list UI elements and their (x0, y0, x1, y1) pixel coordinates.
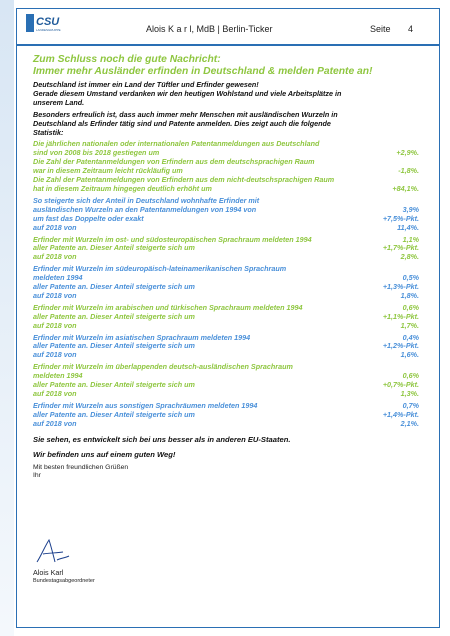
stat-value: 1,7%. (400, 320, 419, 330)
article-body (33, 54, 419, 481)
stat-text: Die Zahl der Patentanmeldungen von Erfindern aus dem deutschsprachigen Raum (33, 157, 315, 167)
logo-subtext: LANDESGRUPPE (36, 28, 61, 32)
stat-text: auf 2018 von (33, 320, 77, 330)
stat-value: 1,6%. (400, 350, 419, 360)
stat-block (33, 402, 419, 429)
left-decoration-bar (0, 0, 14, 636)
stat-text: aller Patente an. Dieser Anteil steigerte sich um (33, 341, 195, 351)
signature-name: Alois Karl (33, 568, 64, 577)
stat-text: sind von 2008 bis 2018 gestiegen um (33, 148, 160, 158)
stat-block (33, 197, 419, 233)
stat-text: aller Patente an. Dieser Anteil steigerte sich um (33, 282, 195, 292)
stat-block (33, 363, 419, 399)
stat-text: auf 2018 von (33, 350, 77, 360)
intro-line: Besonders erfreulich ist, dass auch immer mehr Menschen mit ausländischen Wurzeln in (33, 109, 338, 119)
stat-value: 3,9% (402, 204, 419, 214)
headline (33, 54, 419, 78)
stat-value: 1,1% (402, 234, 419, 244)
stat-text: So steigerte sich der Anteil in Deutschland wohnhafte Erfinder mit (33, 195, 260, 205)
stat-value: +1,1%-Pkt. (382, 311, 419, 321)
header-title: Alois K a r l, MdB | Berlin-Ticker (146, 24, 273, 34)
stat-text: auf 2018 von (33, 389, 77, 398)
closing-line: Wir befinden uns auf einem guten Weg! (33, 450, 176, 460)
logo-text: CSU (36, 16, 60, 28)
stat-text: aller Patente an. Dieser Anteil steigerte sich um (33, 311, 195, 321)
closing-line: Sie sehen, es entwickelt sich bei uns besser als in anderen EU-Staaten. (33, 434, 291, 444)
logo-mark (26, 14, 34, 32)
stat-value: 2,1%. (400, 418, 419, 428)
stat-text: um fast das Doppelte oder exakt (33, 213, 144, 223)
stat-text: auf 2018 von (33, 290, 77, 300)
stat-text: ausländischen Wurzeln an den Patentanmeldungen von 1994 von (33, 204, 257, 214)
intro-line: Gerade diesem Umstand verdanken wir den heutigen Wohlstand und viele Arbeitsplätze in (33, 88, 342, 98)
stat-text: Erfinder mit Wurzeln im arabischen und türkischen Sprachraum meldeten 1994 (33, 302, 303, 312)
stat-block (33, 304, 419, 331)
csu-logo (26, 14, 66, 40)
stat-value: +1,4%-Pkt. (382, 409, 419, 419)
stat-value: 11,4%. (397, 222, 419, 232)
stat-text: Erfinder mit Wurzeln aus sonstigen Sprachräumen meldeten 1994 (33, 400, 258, 410)
page-label: Seite (370, 24, 391, 34)
intro-line: Deutschland ist immer ein Land der Tüftler und Erfinder gewesen! (33, 80, 259, 89)
stat-value: -1,8%. (398, 166, 419, 176)
greeting (33, 464, 419, 481)
headline-line: Immer mehr Ausländer erfinden in Deutschland & melden Patente an! (33, 66, 373, 77)
stat-value: +2,9%. (396, 148, 419, 158)
stat-text: aller Patente an. Dieser Anteil steigerte sich um (33, 243, 195, 253)
stat-text: aller Patente an. Dieser Anteil steigerte sich um (33, 380, 195, 390)
stat-text: auf 2018 von (33, 222, 77, 232)
stat-value: 0,7% (402, 400, 419, 410)
stat-value: 0,6% (402, 371, 419, 381)
stat-value: 0,6% (402, 302, 419, 312)
stat-value: +0,7%-Pkt. (382, 380, 419, 390)
stat-value: +1,2%-Pkt. (382, 341, 419, 351)
stat-value: +7,5%-Pkt. (382, 213, 419, 223)
page-header (16, 10, 440, 46)
stat-value: +1,3%-Pkt. (382, 282, 419, 292)
page-number: 4 (408, 24, 414, 34)
stat-text: Erfinder mit Wurzeln im ost- und südosteuropäischen Sprachraum meldeten 1994 (33, 234, 312, 244)
intro-line: Deutschland als Erfinder tätig sind und Patente anmelden. Dies zeigt auch die folgende (33, 118, 331, 128)
stat-block (33, 334, 419, 361)
handwritten-signature (33, 536, 73, 566)
stat-text: auf 2018 von (33, 252, 77, 262)
stat-value: 0,4% (402, 332, 419, 342)
stat-text: hat in diesem Zeitraum hingegen deutlich erhöht um (33, 183, 212, 193)
greeting-line: Mit besten freundlichen Grüßen (33, 463, 129, 471)
stat-value: +84,1%. (392, 183, 419, 193)
stat-value: 0,5% (402, 273, 419, 283)
stat-text: Erfinder mit Wurzeln im südeuropäisch-lateinamerikanischen Sprachraum (33, 264, 287, 274)
intro-paragraph (33, 111, 419, 138)
signature-role: Bundestagsabgeordneter (33, 578, 95, 584)
stat-text: meldeten 1994 (33, 371, 83, 381)
stat-text: Die jährlichen nationalen oder internationalen Patentanmeldungen aus Deutschland (33, 139, 320, 149)
greeting-line: Ihr (33, 472, 41, 480)
stat-text: Erfinder mit Wurzeln im überlappenden deutsch-ausländischen Sprachraum (33, 362, 293, 372)
stat-text: war in diesem Zeitraum leicht rückläufig um (33, 166, 183, 176)
stat-block (33, 140, 419, 193)
stat-block (33, 236, 419, 263)
stat-text: Erfinder mit Wurzeln im asiatischen Sprachraum meldeten 1994 (33, 332, 251, 342)
stat-value: 2,8%. (400, 252, 419, 262)
stat-text: meldeten 1994 (33, 273, 83, 283)
stat-value: 1,8%. (400, 290, 419, 300)
closing-remarks (33, 435, 419, 460)
stat-block (33, 265, 419, 301)
intro-paragraph (33, 81, 419, 108)
intro-line: Statistik: (33, 127, 64, 137)
stat-value: +1,7%-Pkt. (382, 243, 419, 253)
intro-line: unserem Land. (33, 97, 85, 107)
stat-text: aller Patente an. Dieser Anteil steigerte sich um (33, 409, 195, 419)
stat-value: 1,3%. (400, 389, 419, 398)
stat-text: Die Zahl der Patentanmeldungen von Erfindern aus dem nicht-deutschsprachigen Raum (33, 175, 335, 185)
stat-text: auf 2018 von (33, 418, 77, 428)
headline-line: Zum Schluss noch die gute Nachricht: (33, 54, 221, 65)
